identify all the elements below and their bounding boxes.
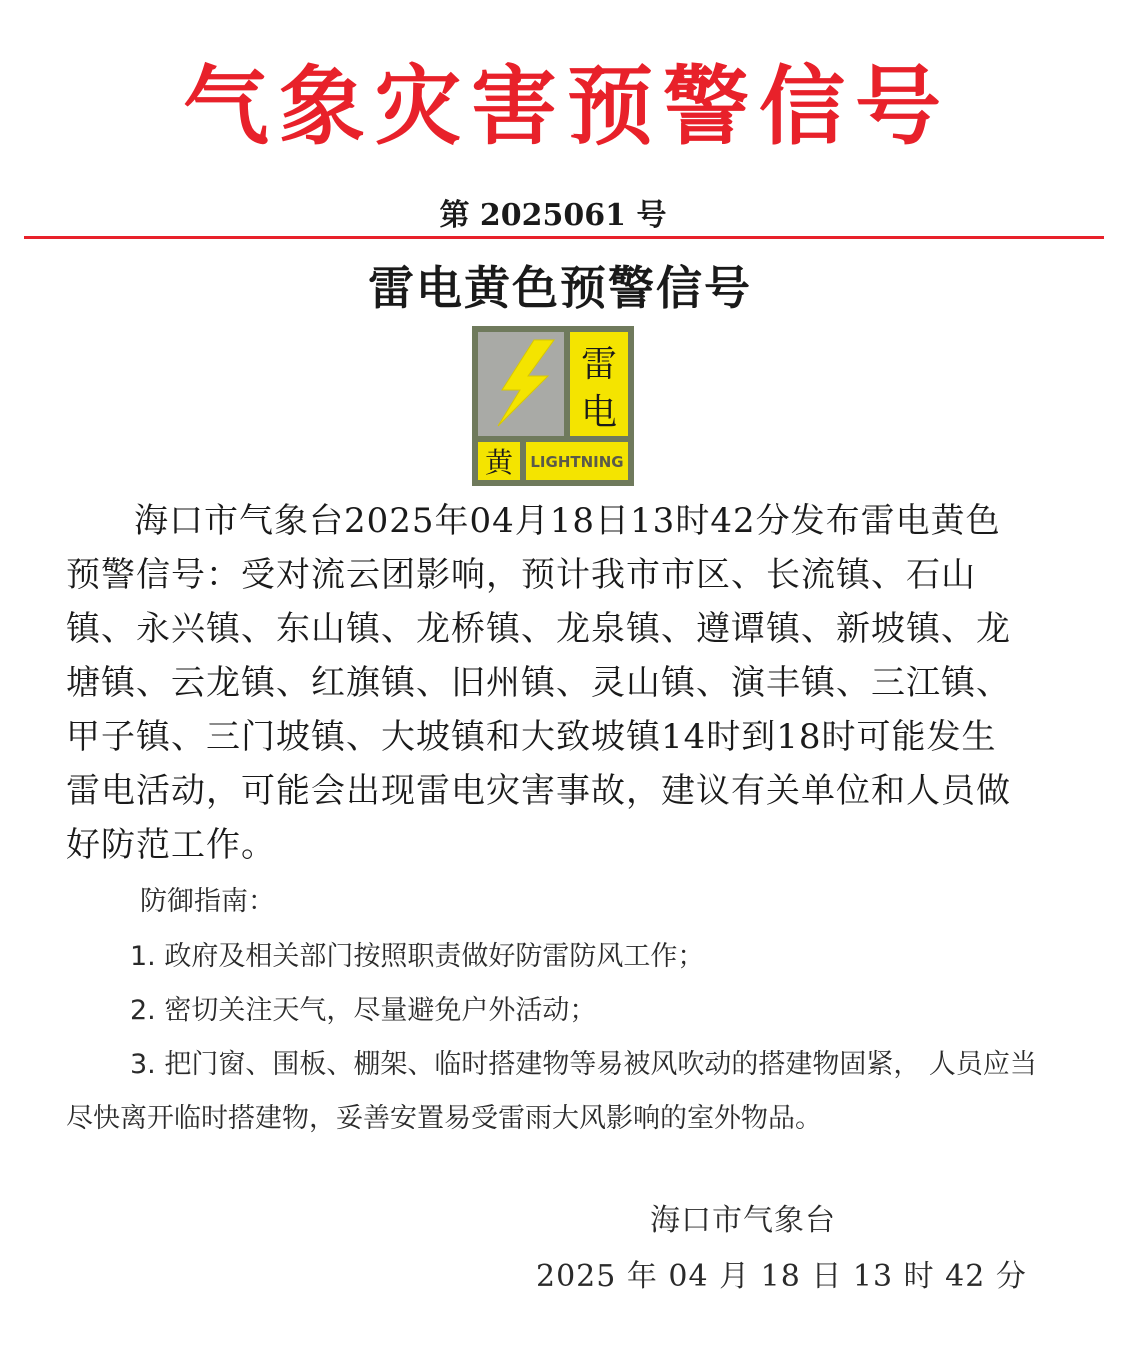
icon-char-top: 雷 (580, 344, 618, 385)
icon-english-label: LIGHTNING (530, 453, 624, 471)
guide-item-2: 2. 密切关注天气，尽量避免户外活动； (130, 995, 597, 1026)
guide-item-3: 3. 把门窗、围板、棚架、临时搭建物等易被风吹动的搭建物固紧， 人员应当尽快离开临时搭建物，妥善安置易受雷雨大风影响的室外物品。 (66, 1049, 1037, 1134)
icon-level-char: 黄 (484, 446, 514, 479)
signature-org: 海口市气象台 (650, 1203, 836, 1238)
warning-body-paragraph: 海口市气象台2025年04月18日13时42分发布雷电黄色预警信号：受对流云团影响，预计我市市区、长流镇、石山镇、永兴镇、东山镇、龙桥镇、龙泉镇、遵谭镇、新坡镇、龙塘镇、云龙镇、红旗镇、旧州镇、灵山镇、演丰镇、三江镇、甲子镇、三门坡镇、大坡镇和大致坡镇14时到18时可能发生雷电活动，可能会出现雷电灾害事故，建议有关单位和人员做好防范工作。 (66, 501, 1011, 865)
lightning-yellow-warning-icon (472, 326, 634, 486)
guide-item-1: 1. 政府及相关部门按照职责做好防雷防风工作； (130, 941, 705, 972)
signal-title: 雷电黄色预警信号 (368, 261, 752, 315)
document-number: 第 2025061 号 (439, 198, 667, 233)
defense-guide-heading: 防御指南： (140, 886, 275, 917)
defense-guide-list (66, 930, 1046, 1146)
icon-char-bottom: 电 (580, 392, 618, 433)
document-title: 气象灾害预警信号 (183, 57, 951, 157)
red-divider (24, 236, 1104, 239)
signature-date: 2025 年 04 月 18 日 13 时 42 分 (536, 1259, 1027, 1294)
